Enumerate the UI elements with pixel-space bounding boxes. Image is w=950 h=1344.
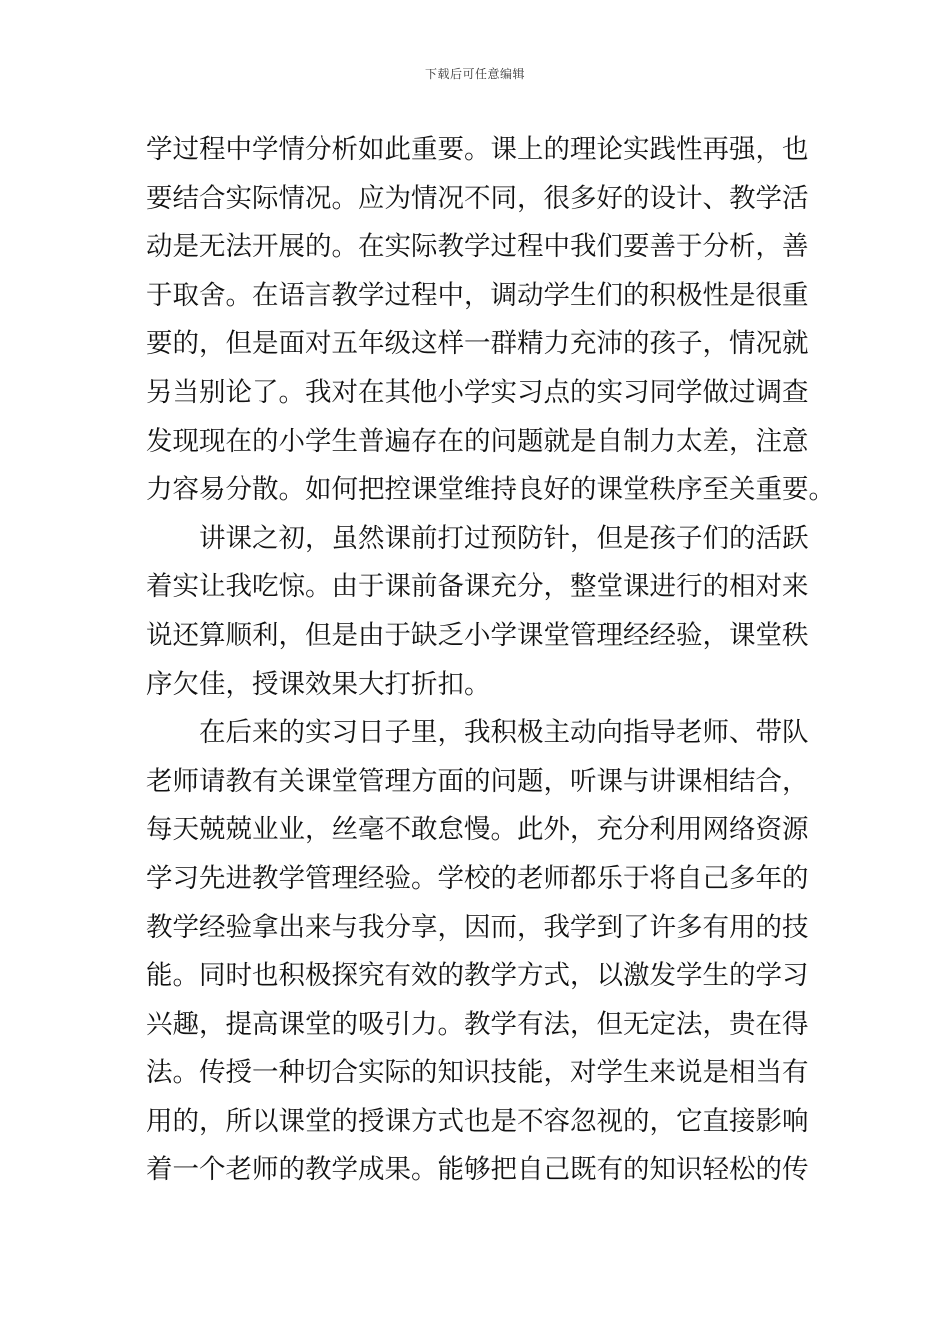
text-line: 要的，但是面对五年级这样一群精力充沛的孩子，情况就 [146, 328, 809, 360]
text-line: 用的，所以课堂的授课方式也是不容忽视的，它直接影响 [146, 1105, 809, 1137]
text-line: 着实让我吃惊。由于课前备课充分，整堂课进行的相对来 [146, 571, 809, 603]
text-line: 动是无法开展的。在实际教学过程中我们要善于分析，善 [146, 231, 809, 263]
paragraph-first-line: 在后来的实习日子里，我积极主动向指导老师、带队 [199, 717, 809, 749]
text-line: 兴趣，提高课堂的吸引力。教学有法，但无定法，贵在得 [146, 1008, 809, 1040]
text-line: 另当别论了。我对在其他小学实习点的实习同学做过调查 [146, 376, 809, 408]
text-line: 力容易分散。如何把控课堂维持良好的课堂秩序至关重要。 [146, 474, 835, 506]
text-line: 能。同时也积极探究有效的教学方式，以激发学生的学习 [146, 960, 809, 992]
text-line: 说还算顺利，但是由于缺乏小学课堂管理经经验，课堂秩 [146, 619, 809, 651]
text-line: 序欠佳，授课效果大打折扣。 [146, 668, 491, 700]
text-line: 学习先进教学管理经验。学校的老师都乐于将自己多年的 [146, 862, 809, 894]
document-body [146, 126, 835, 1195]
text-line: 于取舍。在语言教学过程中，调动学生们的积极性是很重 [146, 279, 809, 311]
paragraph-first-line: 讲课之初，虽然课前打过预防针，但是孩子们的活跃 [199, 522, 809, 554]
text-line: 着一个老师的教学成果。能够把自己既有的知识轻松的传 [146, 1154, 809, 1186]
text-line: 要结合实际情况。应为情况不同，很多好的设计、教学活 [146, 182, 809, 214]
text-line: 法。传授一种切合实际的知识技能，对学生来说是相当有 [146, 1057, 809, 1089]
text-line: 学过程中学情分析如此重要。课上的理论实践性再强，也 [146, 134, 809, 165]
text-line: 每天兢兢业业，丝毫不敢怠慢。此外，充分利用网络资源 [146, 814, 809, 846]
text-line: 老师请教有关课堂管理方面的问题，听课与讲课相结合， [146, 765, 809, 797]
text-line: 教学经验拿出来与我分享，因而，我学到了许多有用的技 [146, 911, 809, 943]
text-line: 发现现在的小学生普遍存在的问题就是自制力太差，注意 [146, 425, 809, 457]
page-header: 下载后可任意编辑 [424, 67, 525, 81]
